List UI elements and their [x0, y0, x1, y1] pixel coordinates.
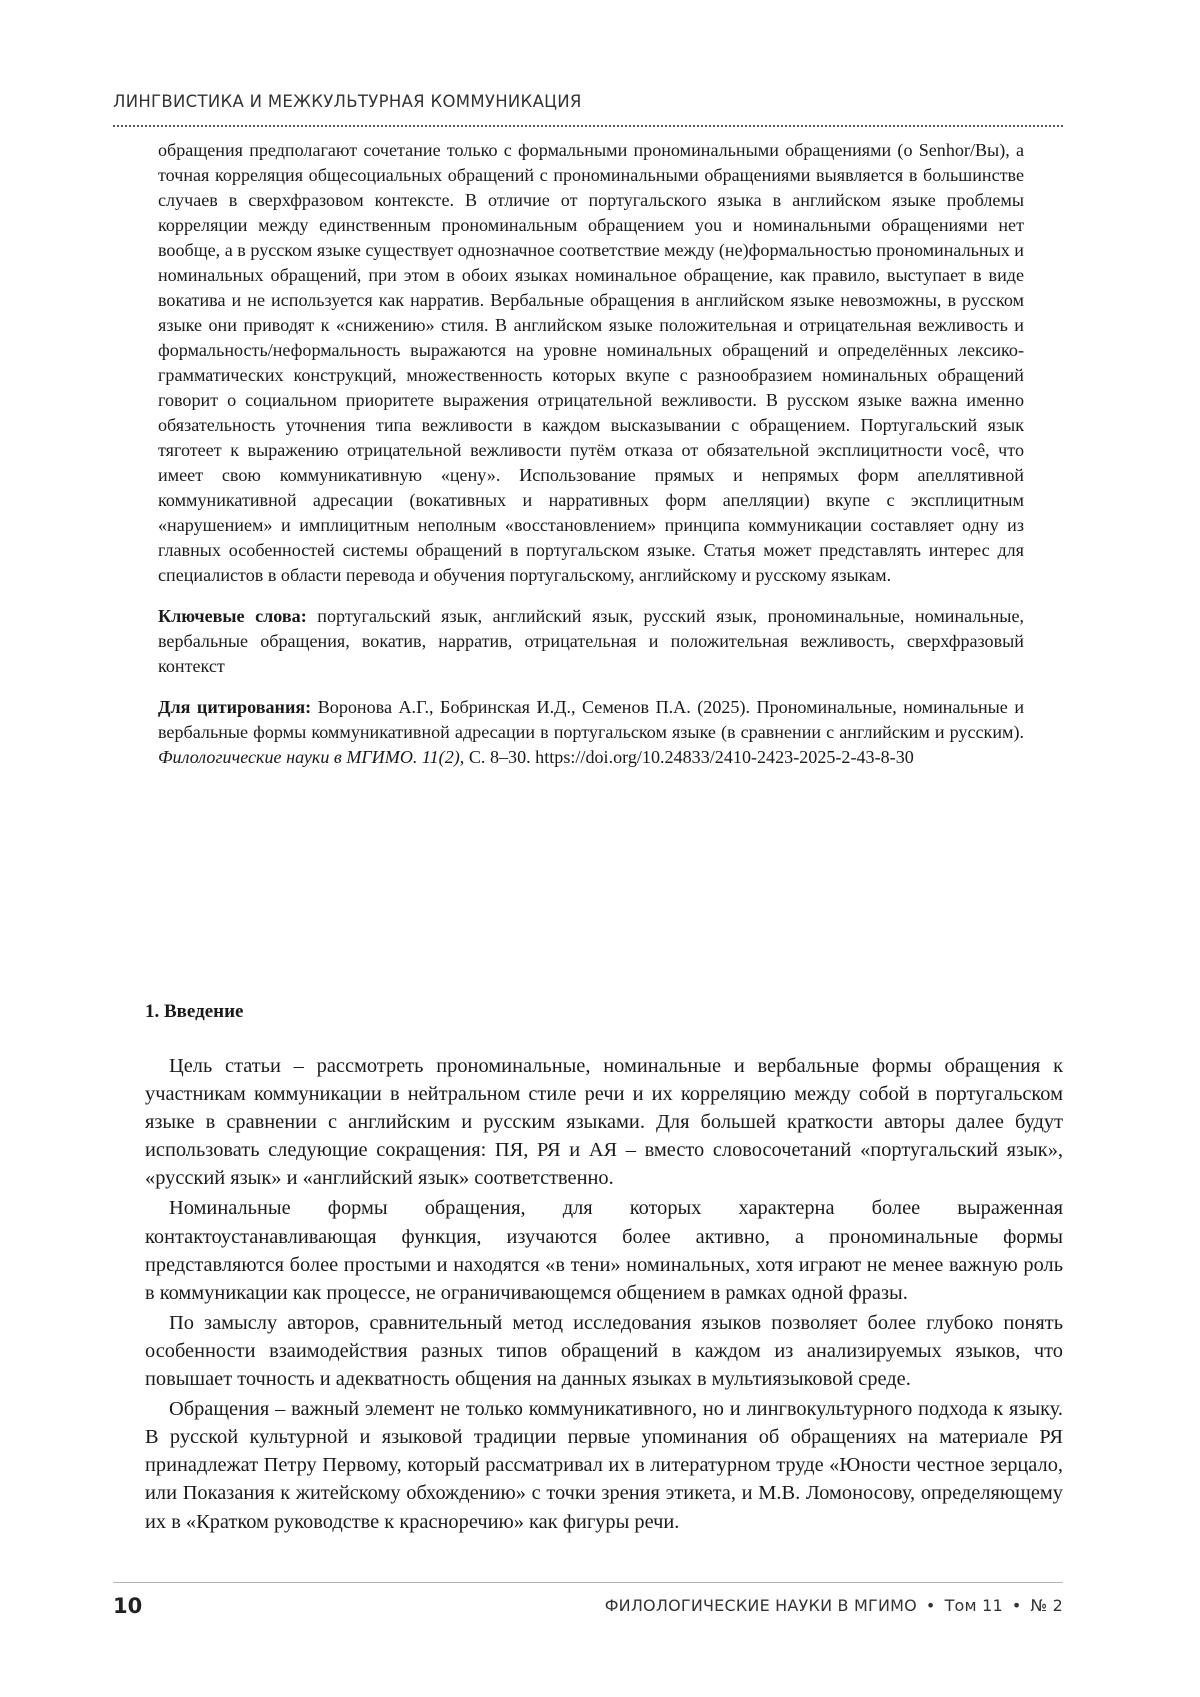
body-paragraph: По замыслу авторов, сравнительный метод исследования языков позволяет более глубоко понять особенности взаимодействия разных типов обращений в каждом из анализируемых языков, что повышает точность и адекватность общения на данных языках в мультиязыковой среде.: [145, 1311, 1063, 1391]
citation: [158, 695, 1024, 770]
keywords-text: португальский язык, английский язык, русский язык, прономинальные, номинальные, вербальные обращения, вокатив, нарратив, отрицательная и положительная вежливость, сверхфразовый контекст: [158, 606, 1025, 676]
footer-volume: Том 11: [944, 1596, 1003, 1615]
abstract: [158, 138, 1024, 786]
body-text: [145, 1052, 1063, 1538]
abstract-text: обращения предполагают сочетание только с формальными прономинальными обращениями (o Senhor/Вы), а точная корреляция общесоциальных обращений с прономинальными обращениями выявляется в большинстве случаев в сверхфразовом контексте. В отличие от португальского языка в английском языке проблемы корреляции между единственным прономинальным обращением you и номинальными обращениями нет вообще, а в русском языке существует однозначное соответствие между (не)формальностью прономинальных и номинальных обращений, при этом в обоих языках номинальное обращение, как правило, выступает в виде вокатива и не используется как нарратив. Вербальные обращения в английском языке невозможны, в русском языке они приводят к «снижению» стиля. В английском языке положительная и отрицательная вежливость и формальность/неформальность выражаются на уровне номинальных обращений и определённых лексико-грамматических конструкций, множественность которых вкупе с разнообразием номинальных обращений говорит о социальном приоритете выражения отрицательной вежливости. В русском языке важна именно обязательность уточнения типа вежливости в каждом высказывании с обращением. Португальский язык тяготеет к выражению отрицательной вежливости путём отказа от обязательной эксплицитности você, что имеет свою коммуникативную «цену». Использование прямых и непрямых форм апеллятивной коммуникативной адресации (вокативных и нарративных форм апелляции) вкупе с эксплицитным «нарушением» и имплицитным неполным «восстановлением» принципа коммуникации составляет одну из главных особенностей системы обращений в португальском языке. Статья может представлять интерес для специалистов в области перевода и обучения португальскому, английскому и русскому языкам.: [158, 140, 1024, 585]
keywords: [158, 604, 1024, 679]
body-paragraph: Цель статьи – рассмотреть прономинальные, номинальные и вербальные формы обращения к участникам коммуникации в нейтральном стиле речи и их корреляцию между собой в португальском языке в сравнении с английским и русским языками. Для большей краткости авторы далее будут использовать следующие сокращения: ПЯ, РЯ и АЯ – вместо словосочетаний «португальский язык», «русский язык» и «английский язык» соответственно.: [145, 1055, 1063, 1190]
footer-separator: •: [925, 1596, 936, 1615]
citation-journal: Филологические науки в МГИМО. 11(2),: [158, 747, 465, 767]
citation-label: Для цитирования:: [158, 697, 312, 717]
footer-issue: № 2: [1030, 1596, 1063, 1615]
running-head: ЛИНГВИСТИКА И МЕЖКУЛЬТУРНАЯ КОММУНИКАЦИЯ: [113, 92, 582, 111]
section-heading: 1. Введение: [145, 1001, 244, 1022]
body-paragraph: Номинальные формы обращения, для которых характерна более выраженная контактоустанавливающая функция, изучаются более активно, а прономинальные формы представляются более простыми и находятся «в тени» номинальных, хотя играют не менее важную роль в коммуникации как процессе, не ограничивающемся общением в рамках одной фразы.: [145, 1197, 1063, 1304]
footer-separator: •: [1011, 1596, 1022, 1615]
body-paragraph: Обращения – важный элемент не только коммуникативного, но и лингвокультурного подхода к языку. В русской культурной и языковой традиции первые упоминания об обращениях на материале РЯ принадлежат Петру Первому, который рассматривал их в литературном труде «Юности честное зерцало, или Показания к житейскому обхождению» с точки зрения этикета, и М.В. Ломоносову, определяющему их в «Кратком руководстве к красноречию» как фигуры речи.: [145, 1398, 1063, 1533]
footer-journal-info: [605, 1596, 1063, 1615]
page-number: 10: [113, 1594, 143, 1618]
footer-divider: [113, 1582, 1063, 1583]
keywords-label: Ключевые слова:: [158, 606, 307, 626]
footer-journal-title: ФИЛОЛОГИЧЕСКИЕ НАУКИ В МГИМО: [604, 1596, 917, 1615]
citation-tail: С. 8–30. https://doi.org/10.24833/2410-2423-2025-2-43-8-30: [464, 747, 914, 767]
citation-text: Воронова А.Г., Бобринская И.Д., Семенов П.А. (2025). Прономинальные, номинальные и вербальные формы коммуникативной адресации в португальском языке (в сравнении с английским и русским).: [158, 697, 1025, 742]
header-divider: [113, 125, 1063, 127]
